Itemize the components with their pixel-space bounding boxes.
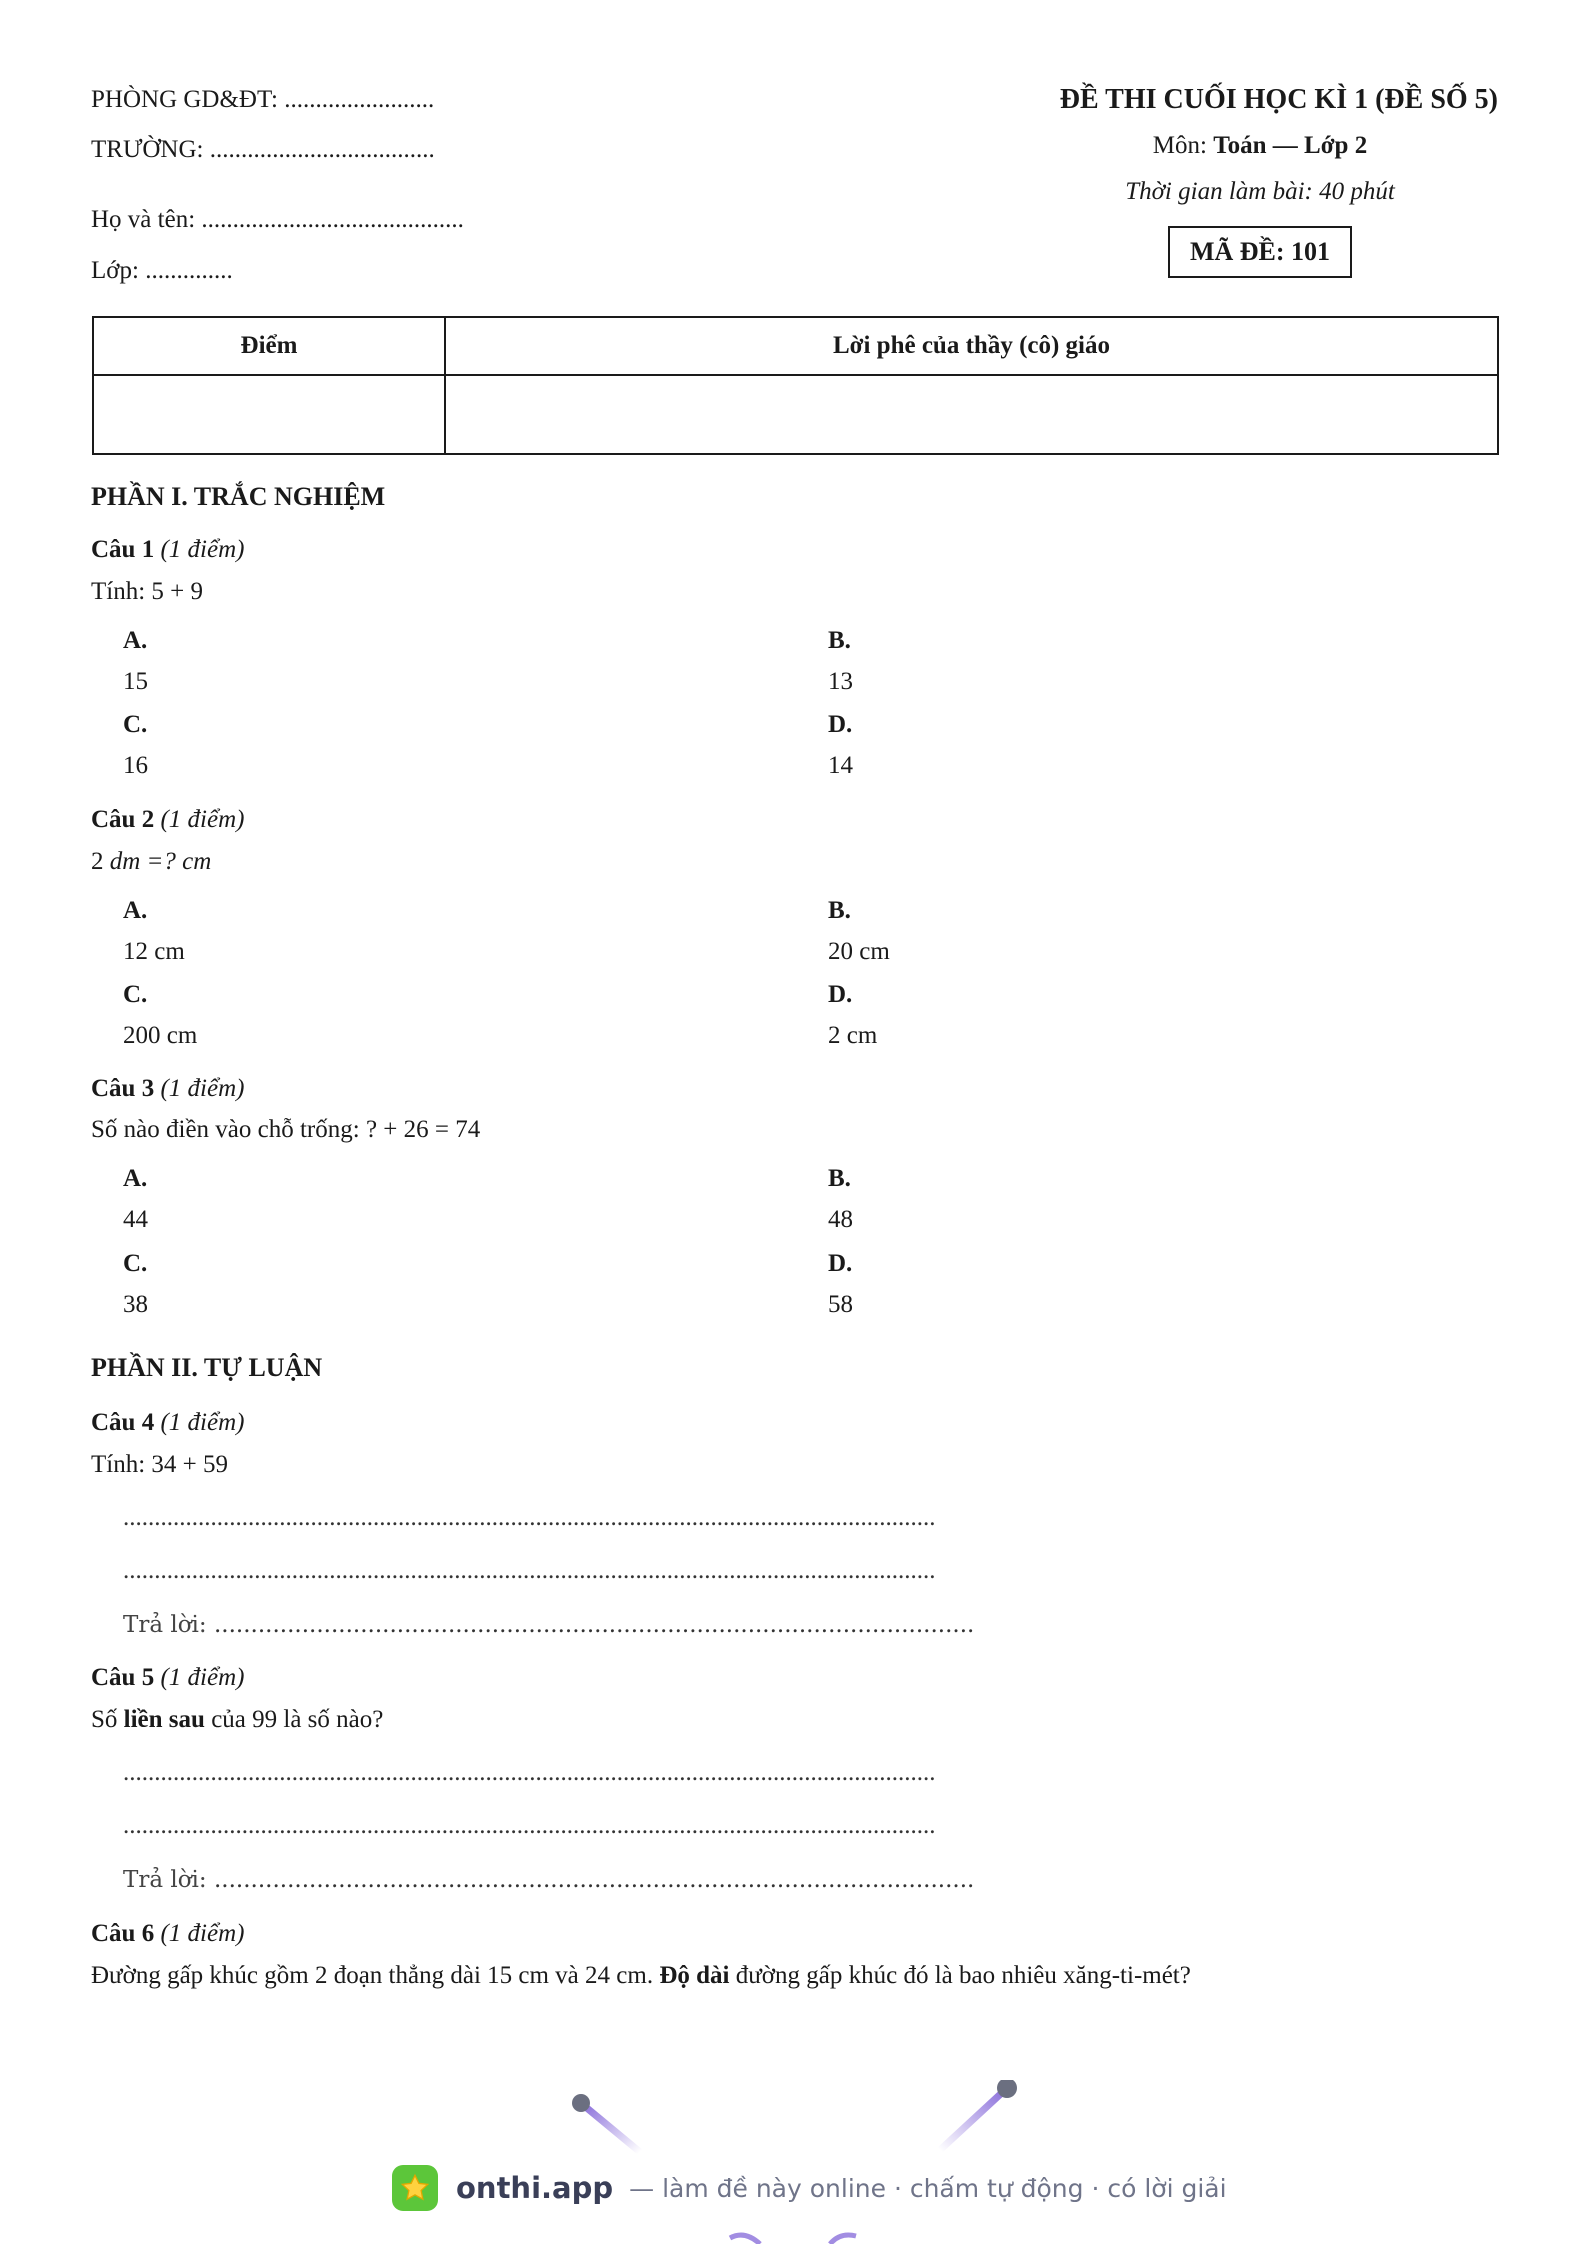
comment-header: Lời phê của thầy (cô) giáo <box>445 317 1498 375</box>
footer-decoration <box>0 2080 1586 2244</box>
subject-prefix: Môn: <box>1152 132 1207 159</box>
answer-line[interactable]: .................................................................................................................................. <box>123 1759 936 1786</box>
footer <box>0 2080 1586 2244</box>
option-b-value[interactable]: 20 cm <box>828 938 890 965</box>
option-a-letter[interactable]: A. <box>123 627 148 654</box>
question-5-prompt <box>91 1706 383 1734</box>
prompt-text: Đường gấp khúc gồm 2 đoạn thẳng dài 15 cm và 24 cm. <box>91 1962 654 1989</box>
score-table <box>92 316 1499 455</box>
question-6-prompt <box>91 1962 1191 1990</box>
comment-cell[interactable] <box>445 375 1498 454</box>
answer-line[interactable]: .................................................................................................................................. <box>123 1812 936 1839</box>
name-line <box>91 206 464 234</box>
option-c-value[interactable]: 38 <box>123 1291 148 1318</box>
option-d-letter[interactable]: D. <box>828 981 853 1008</box>
part1-title: PHẦN I. TRẮC NGHIỆM <box>91 482 386 511</box>
question-label: Câu 6 <box>91 1920 155 1947</box>
subject-line <box>1000 132 1520 160</box>
part2-title: PHẦN II. TỰ LUẬN <box>91 1353 323 1382</box>
school-line <box>91 136 435 164</box>
question-6-heading <box>91 1920 244 1948</box>
prompt-emphasis: liền sau <box>123 1706 205 1733</box>
brand-tagline: — làm đề này online · chấm tự động · có lời giải <box>629 2173 1227 2203</box>
class-line <box>91 257 233 285</box>
prompt-text: của 99 là số nào? <box>211 1706 384 1733</box>
dept-field[interactable]: ........................ <box>284 86 435 113</box>
option-c-letter[interactable]: C. <box>123 981 148 1008</box>
question-label: Câu 4 <box>91 1409 155 1436</box>
school-field[interactable]: .................................... <box>209 136 435 163</box>
option-d-letter[interactable]: D. <box>828 711 853 738</box>
brand-row <box>392 2164 1227 2212</box>
question-3-heading <box>91 1075 244 1103</box>
option-a-letter[interactable]: A. <box>123 1165 148 1192</box>
question-4-heading <box>91 1409 244 1437</box>
question-points: (1 điểm) <box>160 1664 245 1691</box>
question-points: (1 điểm) <box>160 1075 245 1102</box>
answer-line[interactable]: .................................................................................................................................. <box>123 1557 936 1584</box>
option-d-value[interactable]: 14 <box>828 752 853 779</box>
question-points: (1 điểm) <box>160 536 245 563</box>
brand-logo[interactable] <box>392 2165 438 2211</box>
option-a-letter[interactable]: A. <box>123 897 148 924</box>
exam-code: MÃ ĐỀ: 101 <box>1189 237 1331 266</box>
option-c-value[interactable]: 16 <box>123 752 148 779</box>
answer-row <box>123 1612 974 1638</box>
option-a-value[interactable]: 44 <box>123 1206 148 1233</box>
question-label: Câu 1 <box>91 536 155 563</box>
question-2-prompt <box>91 848 211 876</box>
star-icon <box>399 2172 431 2204</box>
question-2-heading <box>91 806 244 834</box>
score-header: Điểm <box>93 317 445 375</box>
option-d-letter[interactable]: D. <box>828 1250 853 1277</box>
option-c-letter[interactable]: C. <box>123 1250 148 1277</box>
option-c-letter[interactable]: C. <box>123 711 148 738</box>
answer-field[interactable]: ........................................................................................................ <box>213 1867 975 1893</box>
question-5-heading <box>91 1664 244 1692</box>
dept-label: PHÒNG GD&ĐT: <box>91 86 278 113</box>
question-1-prompt: Tính: 5 + 9 <box>91 578 204 605</box>
subject-value: Toán — Lớp 2 <box>1213 132 1368 159</box>
question-points: (1 điểm) <box>160 1409 245 1436</box>
answer-field[interactable]: ........................................................................................................ <box>213 1612 975 1638</box>
question-1-heading <box>91 536 244 564</box>
option-d-value[interactable]: 2 cm <box>828 1022 878 1049</box>
option-b-letter[interactable]: B. <box>828 627 851 654</box>
prompt-text: Số <box>91 1706 118 1733</box>
school-label: TRƯỜNG: <box>91 136 204 163</box>
option-b-letter[interactable]: B. <box>828 897 851 924</box>
brand-name[interactable]: onthi.app <box>456 2171 614 2205</box>
question-points: (1 điểm) <box>160 1920 245 1947</box>
answer-label: Trả lời: <box>123 1867 207 1893</box>
question-3-prompt: Số nào điền vào chỗ trống: ? + 26 = 74 <box>91 1116 481 1143</box>
score-cell[interactable] <box>93 375 445 454</box>
exam-title: ĐỀ THI CUỐI HỌC KÌ 1 (ĐỀ SỐ 5) <box>1059 84 1498 115</box>
prompt-number: 2 <box>91 848 104 875</box>
prompt-formula: dm =? cm <box>109 848 212 875</box>
class-label: Lớp: <box>91 257 139 284</box>
name-field[interactable]: .......................................... <box>201 206 464 233</box>
prompt-emphasis: Độ dài <box>659 1962 730 1989</box>
answer-line[interactable]: .................................................................................................................................. <box>123 1504 936 1531</box>
name-label: Họ và tên: <box>91 206 196 233</box>
answer-row <box>123 1867 974 1893</box>
question-label: Câu 2 <box>91 806 155 833</box>
answer-label: Trả lời: <box>123 1612 207 1638</box>
question-points: (1 điểm) <box>160 806 245 833</box>
option-b-letter[interactable]: B. <box>828 1165 851 1192</box>
question-4-prompt: Tính: 34 + 59 <box>91 1451 229 1478</box>
option-b-value[interactable]: 13 <box>828 668 853 695</box>
duration: Thời gian làm bài: 40 phút <box>1125 178 1395 205</box>
option-c-value[interactable]: 200 cm <box>123 1022 198 1049</box>
question-label: Câu 5 <box>91 1664 155 1691</box>
dept-line <box>91 86 434 114</box>
exam-code-box <box>1168 226 1352 278</box>
class-field[interactable]: .............. <box>145 257 233 284</box>
option-a-value[interactable]: 12 cm <box>123 938 185 965</box>
prompt-text: đường gấp khúc đó là bao nhiêu xăng-ti-mét? <box>735 1962 1191 1989</box>
question-label: Câu 3 <box>91 1075 155 1102</box>
option-b-value[interactable]: 48 <box>828 1206 853 1233</box>
option-a-value[interactable]: 15 <box>123 668 148 695</box>
option-d-value[interactable]: 58 <box>828 1291 853 1318</box>
